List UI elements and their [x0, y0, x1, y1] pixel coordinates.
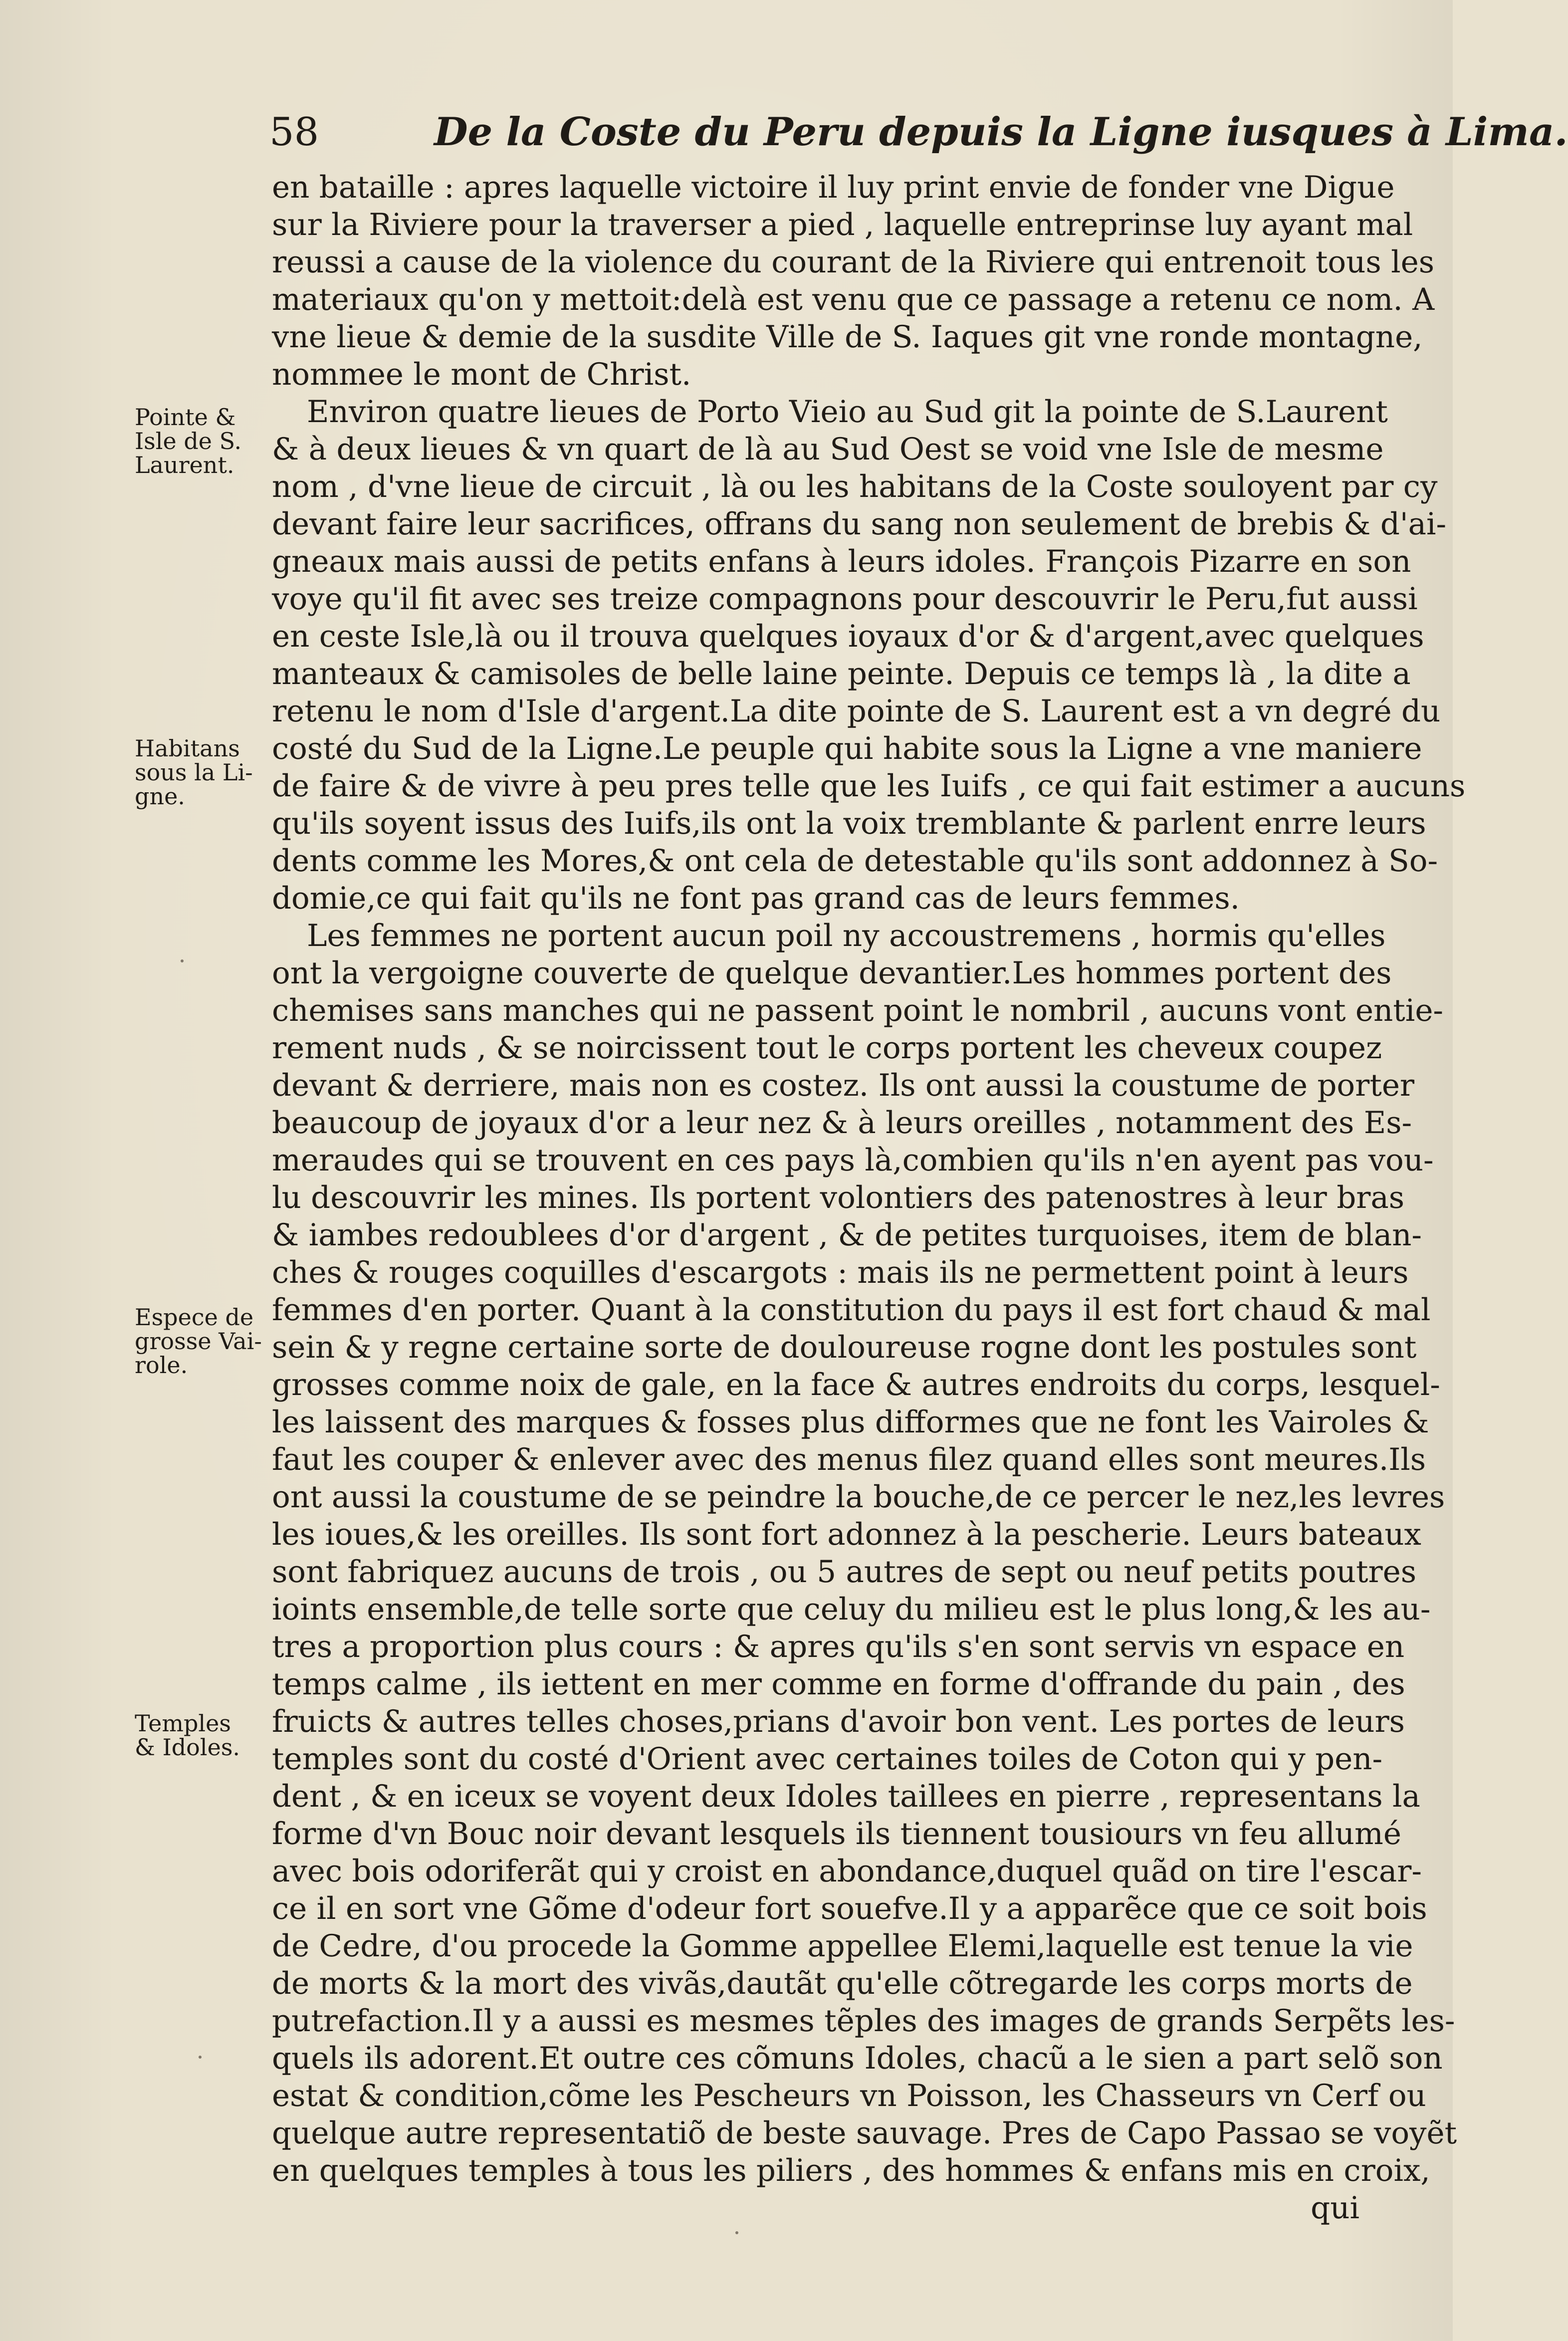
- text-line: estat & condition,cõme les Pescheurs vn Poisson, les Chasseurs vn Cerf ou: [272, 2078, 1426, 2113]
- text-line: en bataille : apres laquelle victoire il luy print envie de fonder vne Digue: [272, 170, 1395, 205]
- text-line: avec bois odoriferãt qui y croist en abondance,duquel quãd on tire l'escar-: [272, 1854, 1422, 1889]
- marginal-note-pointe-isle: [135, 405, 262, 477]
- text-line: manteaux & camisoles de belle laine peinte. Depuis ce temps là , la dite a: [272, 656, 1411, 692]
- text-line: lu descouvrir les mines. Ils portent volontiers des patenostres à leur bras: [272, 1180, 1405, 1215]
- page-number: 58: [269, 110, 319, 155]
- text-line: quels ils adorent.Et outre ces cõmuns Idoles, chacũ a le sien a part selõ son: [272, 2041, 1443, 2076]
- text-line: beaucoup de joyaux d'or a leur nez & à leurs oreilles , notamment des Es-: [272, 1105, 1412, 1141]
- text-line: costé du Sud de la Ligne.Le peuple qui habite sous la Ligne a vne maniere: [272, 731, 1422, 766]
- text-line: gneaux mais aussi de petits enfans à leurs idoles. François Pizarre en son: [272, 544, 1411, 579]
- running-title: De la Coste du Peru depuis la Ligne iusques à Lima.: [434, 109, 1568, 155]
- text-line: ches & rouges coquilles d'escargots : mais ils ne permettent point à leurs: [272, 1255, 1409, 1290]
- text-line: vne lieue & demie de la susdite Ville de S. Iaques git vne ronde montagne,: [272, 319, 1423, 355]
- text-line: femmes d'en porter. Quant à la constitution du pays il est fort chaud & mal: [272, 1292, 1431, 1328]
- text-line: en quelques temples à tous les piliers , des hommes & enfans mis en croix,: [272, 2153, 1430, 2188]
- text-line: voye qu'il fit avec ses treize compagnons pour descouvrir le Peru,fut aussi: [272, 581, 1418, 617]
- text-line: devant & derriere, mais non es costez. Ils ont aussi la coustume de porter: [272, 1068, 1415, 1103]
- marginal-note-line: & Idoles.: [135, 1734, 240, 1761]
- text-line: faut les couper & enlever avec des menus filez quand elles sont meures.Ils: [272, 1442, 1426, 1477]
- text-line: dent , & en iceux se voyent deux Idoles taillees en pierre , representans la: [272, 1779, 1420, 1814]
- marginal-note-line: Laurent.: [135, 452, 234, 478]
- text-line: Environ quatre lieues de Porto Vieio au Sud git la pointe de S.Laurent: [307, 394, 1388, 430]
- text-line: tres a proportion plus cours : & apres qu'ils s'en sont servis vn espace en: [272, 1629, 1405, 1664]
- marginal-note-line: Pointe &: [135, 404, 236, 431]
- text-line: ce il en sort vne Gõme d'odeur fort souefve.Il y a apparẽce que ce soit bois: [272, 1891, 1427, 1926]
- text-line: les laissent des marques & fosses plus difformes que ne font les Vairoles &: [272, 1405, 1429, 1440]
- text-line: temples sont du costé d'Orient avec certaines toiles de Coton qui y pen-: [272, 1741, 1383, 1777]
- text-line: sont fabriquez aucuns de trois , ou 5 autres de sept ou neuf petits poutres: [272, 1554, 1417, 1590]
- text-line: de morts & la mort des vivãs,dautãt qu'elle cõtregarde les corps morts de: [272, 1966, 1413, 2001]
- marginal-note-line: Temples: [135, 1710, 231, 1737]
- text-line: domie,ce qui fait qu'ils ne font pas grand cas de leurs femmes.: [272, 881, 1240, 916]
- text-line: sur la Riviere pour la traverser a pied , laquelle entreprinse luy ayant mal: [272, 207, 1413, 242]
- text-line: forme d'vn Bouc noir devant lesquels ils tiennent tousiours vn feu allumé: [272, 1816, 1401, 1852]
- ink-speck: [199, 2056, 202, 2059]
- marginal-note-line: Habitans: [135, 735, 240, 762]
- text-line: ioints ensemble,de telle sorte que celuy du milieu est le plus long,& les au-: [272, 1592, 1431, 1627]
- text-line: temps calme , ils iettent en mer comme en forme d'offrande du pain , des: [272, 1666, 1405, 1702]
- text-line: & à deux lieues & vn quart de là au Sud Oest se void vne Isle de mesme: [272, 432, 1384, 467]
- text-line: nom , d'vne lieue de circuit , là ou les habitans de la Coste souloyent par cy: [272, 469, 1438, 504]
- text-line: meraudes qui se trouvent en ces pays là,combien qu'ils n'en ayent pas vou-: [272, 1143, 1434, 1178]
- ink-speck: [735, 2231, 738, 2234]
- body-text: [272, 169, 1466, 2227]
- text-line: de faire & de vivre à peu pres telle que les Iuifs , ce qui fait estimer a aucuns: [272, 768, 1466, 804]
- marginal-note-line: sous la Li-: [135, 759, 253, 786]
- text-line: de Cedre, d'ou procede la Gomme appellee Elemi,laquelle est tenue la vie: [272, 1928, 1413, 1964]
- text-line: chemises sans manches qui ne passent point le nombril , aucuns vont entie-: [272, 993, 1444, 1028]
- marginal-note-vairole: [135, 1305, 262, 1377]
- text-line: qu'ils soyent issus des Iuifs,ils ont la voix tremblante & parlent enrre leurs: [272, 806, 1426, 841]
- marginal-note-line: Isle de S.: [135, 428, 242, 455]
- marginal-note-line: role.: [135, 1352, 188, 1379]
- text-line: les ioues,& les oreilles. Ils sont fort adonnez à la pescherie. Leurs bateaux: [272, 1517, 1421, 1552]
- text-line: sein & y regne certaine sorte de douloureuse rogne dont les postules sont: [272, 1330, 1417, 1365]
- marginal-note-line: gne.: [135, 783, 185, 810]
- text-line: quelque autre representatiõ de beste sauvage. Pres de Capo Passao se voyẽt: [272, 2115, 1457, 2151]
- marginal-note-temples: [135, 1711, 262, 1759]
- text-line: materiaux qu'on y mettoit:delà est venu que ce passage a retenu ce nom. A: [272, 282, 1435, 317]
- text-line: grosses comme noix de gale, en la face & autres endroits du corps, lesquel-: [272, 1367, 1440, 1403]
- text-line: nommee le mont de Christ.: [272, 357, 691, 392]
- text-line: & iambes redoublees d'or d'argent , & de petites turquoises, item de blan-: [272, 1217, 1422, 1253]
- text-line: dents comme les Mores,& ont cela de detestable qu'ils sont addonnez à So-: [272, 843, 1438, 879]
- text-line: putrefaction.Il y a aussi es mesmes tẽples des images de grands Serpẽts les-: [272, 2003, 1455, 2039]
- text-line: rement nuds , & se noircissent tout le corps portent les cheveux coupez: [272, 1030, 1382, 1066]
- text-line: fruicts & autres telles choses,prians d'avoir bon vent. Les portes de leurs: [272, 1704, 1405, 1739]
- page-header: [269, 105, 1568, 160]
- text-line: Les femmes ne portent aucun poil ny accoustremens , hormis qu'elles: [307, 918, 1386, 953]
- marginal-note-line: grosse Vai-: [135, 1328, 262, 1355]
- marginal-note-habitans: [135, 736, 262, 808]
- marginal-note-line: Espece de: [135, 1304, 254, 1331]
- text-line: retenu le nom d'Isle d'argent.La dite pointe de S. Laurent est a vn degré du: [272, 694, 1441, 729]
- text-line: ont la vergoigne couverte de quelque devantier.Les hommes portent des: [272, 955, 1392, 991]
- text-line: reussi a cause de la violence du courant de la Riviere qui entrenoit tous les: [272, 244, 1435, 280]
- catchword: qui: [1311, 2190, 1359, 2226]
- ink-speck: [181, 959, 184, 962]
- text-line: ont aussi la coustume de se peindre la bouche,de ce percer le nez,les levres: [272, 1479, 1445, 1515]
- text-line: en ceste Isle,là ou il trouva quelques ioyaux d'or & d'argent,avec quelques: [272, 619, 1424, 654]
- text-line: devant faire leur sacrifices, offrans du sang non seulement de brebis & d'ai-: [272, 506, 1447, 542]
